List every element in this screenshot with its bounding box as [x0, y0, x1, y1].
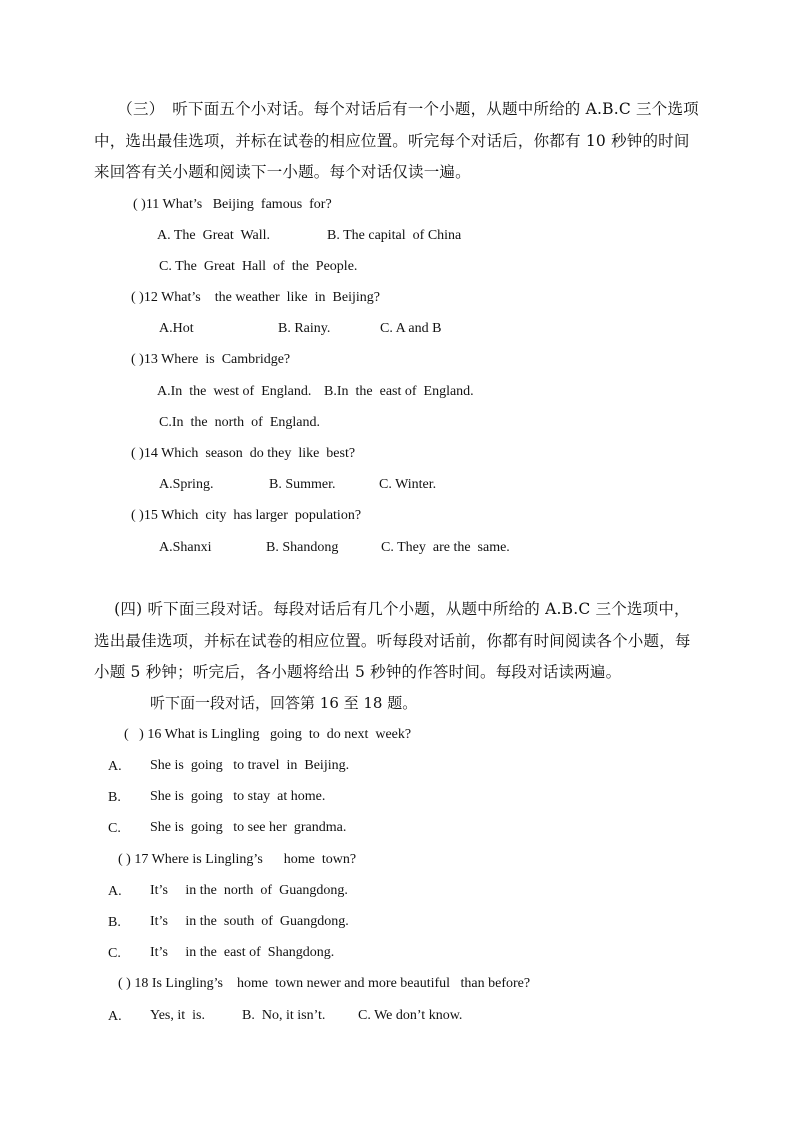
question-11-option-c: C. The Great Hall of the People.: [159, 259, 358, 274]
question-16-option-a: She is going to travel in Beijing.: [150, 758, 350, 773]
question-17-letter-c: C.: [108, 946, 121, 961]
question-15-option-a: A.Shanxi: [159, 540, 212, 555]
question-15-option-c: C. They are the same.: [381, 540, 510, 555]
question-16-option-c: She is going to see her grandma.: [150, 820, 347, 835]
question-12-option-a: A.Hot: [159, 321, 194, 336]
question-17-option-c: It’s in the east of Shangdong.: [150, 945, 335, 960]
question-12-stem: ( )12 What’s the weather like in Beijing?: [131, 290, 380, 305]
question-16-stem: ( ) 16 What is Lingling going to do next week?: [124, 727, 412, 742]
question-14-option-c: C. Winter.: [379, 477, 437, 492]
question-17-letter-b: B.: [108, 915, 121, 930]
question-11-option-a: A. The Great Wall.: [157, 228, 271, 243]
question-17-option-b: It’s in the south of Guangdong.: [150, 914, 349, 929]
question-13-option-c: C.In the north of England.: [159, 415, 320, 430]
question-11-stem: ( )11 What’s Beijing famous for?: [133, 197, 332, 212]
question-13-option-a: A.In the west of England.: [157, 384, 312, 399]
question-16-letter-a: A.: [108, 759, 122, 774]
question-18-option-a: Yes, it is.: [150, 1008, 205, 1023]
question-17-letter-a: A.: [108, 884, 122, 899]
question-14-stem: ( )14 Which season do they like best?: [131, 446, 356, 461]
section3-intro: （三） 听下面五个小对话。每个对话后有一个小题，从题中所给的 A.B.C 三个选项中，选出最佳选项，并标在试卷的相应位置。听完每个对话后，你都有 10 秒钟的时间来回答有关小题和阅读下一小题。每个对话仅读一遍。: [94, 100, 699, 181]
section4-intro: (四) 听下面三段对话。每段对话后有几个小题，从题中所给的 A.B.C 三个选项中，选出最佳选项，并标在试卷的相应位置。听每段对话前，你都有时间阅读各个小题，每小题 5 秒钟；听完后，各小题将给出 5 秒钟的作答时间。每段对话读两遍。: [94, 600, 691, 681]
question-17-stem: ( ) 17 Where is Lingling’s home town?: [118, 852, 357, 867]
question-13-option-b: B.In the east of England.: [324, 384, 474, 399]
question-15-option-b: B. Shandong: [266, 540, 339, 555]
question-16-letter-c: C.: [108, 821, 121, 836]
question-16-option-b: She is going to stay at home.: [150, 789, 326, 804]
question-14-option-b: B. Summer.: [269, 477, 336, 492]
question-16-letter-b: B.: [108, 790, 121, 805]
question-12-option-c: C. A and B: [380, 321, 442, 336]
question-18-stem: ( ) 18 Is Lingling’s home town newer and more beautiful than before?: [118, 976, 531, 991]
question-11-option-b: B. The capital of China: [327, 228, 462, 243]
question-18-letter-a: A.: [108, 1009, 122, 1024]
question-15-stem: ( )15 Which city has larger population?: [131, 508, 362, 523]
section4-subintro: 听下面一段对话，回答第 16 至 18 题。: [150, 694, 418, 712]
question-17-option-a: It’s in the north of Guangdong.: [150, 883, 348, 898]
question-13-stem: ( )13 Where is Cambridge?: [131, 352, 291, 367]
question-18-option-b: B. No, it isn’t.: [242, 1008, 326, 1023]
question-12-option-b: B. Rainy.: [278, 321, 331, 336]
question-14-option-a: A.Spring.: [159, 477, 214, 492]
question-18-option-c: C. We don’t know.: [358, 1008, 463, 1023]
